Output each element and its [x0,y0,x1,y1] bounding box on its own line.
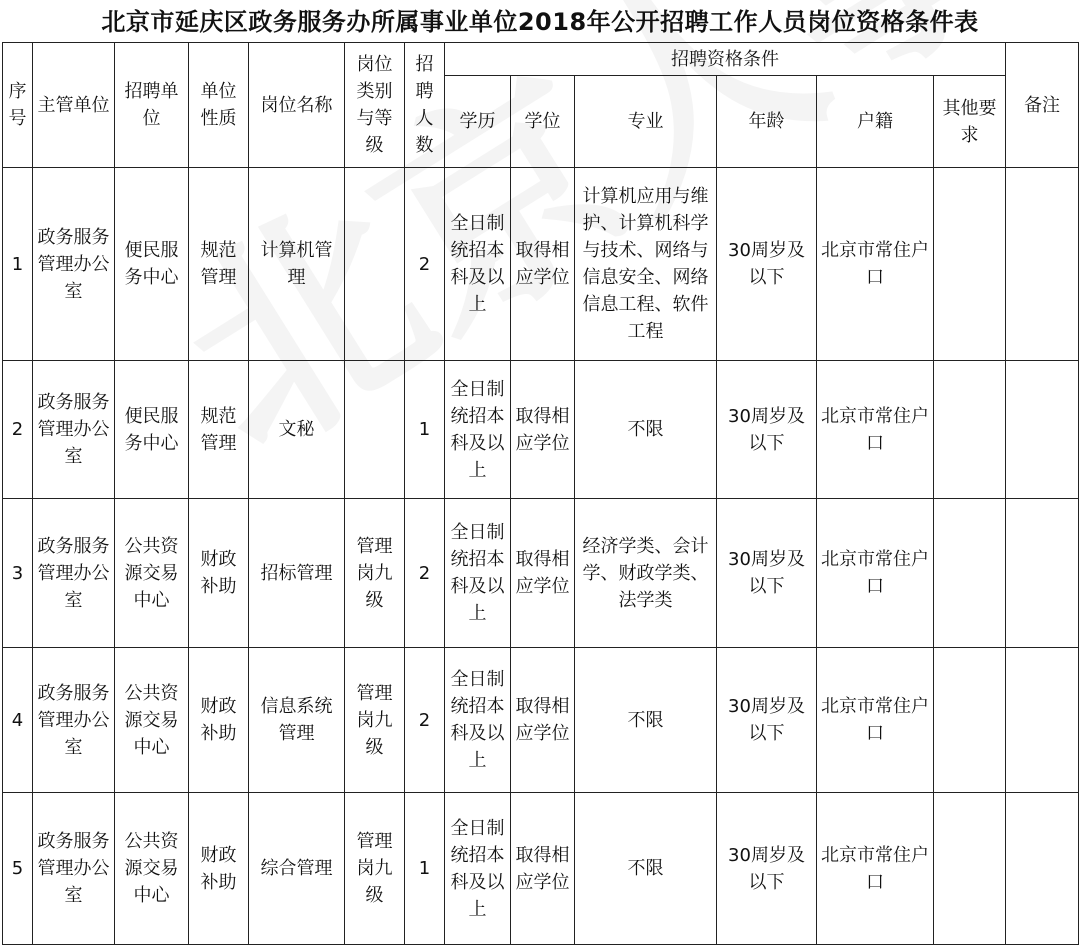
cell-seq: 3 [3,499,33,648]
document-title: 北京市延庆区政务服务办所属事业单位2018年公开招聘工作人员岗位资格条件表 [101,8,979,36]
header-nature: 单位性质 [189,43,249,168]
cell-age: 30周岁及以下 [717,648,817,793]
cell-hukou: 北京市常住户口 [817,168,934,361]
header-remark: 备注 [1006,43,1079,168]
table-row [3,168,1079,361]
cell-category: 管理岗九级 [345,499,405,648]
cell-degree: 取得相应学位 [511,168,575,361]
cell-degree: 取得相应学位 [511,361,575,499]
cell-count: 2 [405,499,445,648]
cell-category: 管理岗九级 [345,793,405,945]
table-row [3,499,1079,648]
cell-category: 管理岗九级 [345,648,405,793]
cell-dept: 政务服务管理办公室 [33,361,115,499]
cell-nature: 财政补助 [189,648,249,793]
cell-other [934,499,1006,648]
cell-category [345,168,405,361]
cell-degree: 取得相应学位 [511,648,575,793]
cell-count: 2 [405,648,445,793]
header-dept: 主管单位 [33,43,115,168]
cell-degree: 取得相应学位 [511,499,575,648]
cell-seq: 4 [3,648,33,793]
cell-dept: 政务服务管理办公室 [33,793,115,945]
cell-education: 全日制统招本科及以上 [445,648,511,793]
cell-education: 全日制统招本科及以上 [445,499,511,648]
cell-dept: 政务服务管理办公室 [33,168,115,361]
cell-education: 全日制统招本科及以上 [445,361,511,499]
table-row [3,793,1079,945]
cell-hukou: 北京市常住户口 [817,361,934,499]
cell-seq: 1 [3,168,33,361]
cell-remark [1006,793,1079,945]
header-unit: 招聘单位 [115,43,189,168]
cell-post: 文秘 [249,361,345,499]
header-degree: 学位 [511,76,575,168]
cell-nature: 财政补助 [189,499,249,648]
cell-nature: 规范管理 [189,168,249,361]
cell-age: 30周岁及以下 [717,168,817,361]
header-education: 学历 [445,76,511,168]
header-major: 专业 [575,76,717,168]
cell-unit: 公共资源交易中心 [115,793,189,945]
cell-major: 不限 [575,361,717,499]
cell-major: 计算机应用与维护、计算机科学与技术、网络与信息安全、网络信息工程、软件工程 [575,168,717,361]
cell-count: 1 [405,793,445,945]
cell-other [934,793,1006,945]
cell-seq: 2 [3,361,33,499]
cell-post: 计算机管理 [249,168,345,361]
cell-nature: 财政补助 [189,793,249,945]
cell-remark [1006,648,1079,793]
table-row [3,361,1079,499]
cell-education: 全日制统招本科及以上 [445,793,511,945]
cell-post: 招标管理 [249,499,345,648]
header-age: 年龄 [717,76,817,168]
cell-remark [1006,168,1079,361]
cell-dept: 政务服务管理办公室 [33,499,115,648]
cell-remark [1006,499,1079,648]
header-count: 招聘人数 [405,43,445,168]
header-category: 岗位类别与等级 [345,43,405,168]
cell-unit: 便民服务中心 [115,361,189,499]
cell-count: 1 [405,361,445,499]
header-other: 其他要求 [934,76,1006,168]
cell-hukou: 北京市常住户口 [817,648,934,793]
table-row [3,648,1079,793]
cell-age: 30周岁及以下 [717,361,817,499]
header-hukou: 户籍 [817,76,934,168]
cell-major: 不限 [575,648,717,793]
cell-other [934,648,1006,793]
cell-unit: 便民服务中心 [115,168,189,361]
cell-remark [1006,361,1079,499]
header-seq: 序号 [3,43,33,168]
cell-post: 信息系统管理 [249,648,345,793]
cell-major: 经济学类、会计学、财政学类、法学类 [575,499,717,648]
cell-nature: 规范管理 [189,361,249,499]
header-conditions-group: 招聘资格条件 [445,43,1006,76]
cell-dept: 政务服务管理办公室 [33,648,115,793]
cell-count: 2 [405,168,445,361]
cell-unit: 公共资源交易中心 [115,648,189,793]
cell-age: 30周岁及以下 [717,793,817,945]
cell-unit: 公共资源交易中心 [115,499,189,648]
cell-seq: 5 [3,793,33,945]
cell-age: 30周岁及以下 [717,499,817,648]
cell-hukou: 北京市常住户口 [817,499,934,648]
cell-other [934,168,1006,361]
cell-hukou: 北京市常住户口 [817,793,934,945]
cell-degree: 取得相应学位 [511,793,575,945]
cell-category [345,361,405,499]
cell-other [934,361,1006,499]
cell-education: 全日制统招本科及以上 [445,168,511,361]
cell-post: 综合管理 [249,793,345,945]
qualification-table [2,42,1079,945]
header-post: 岗位名称 [249,43,345,168]
cell-major: 不限 [575,793,717,945]
